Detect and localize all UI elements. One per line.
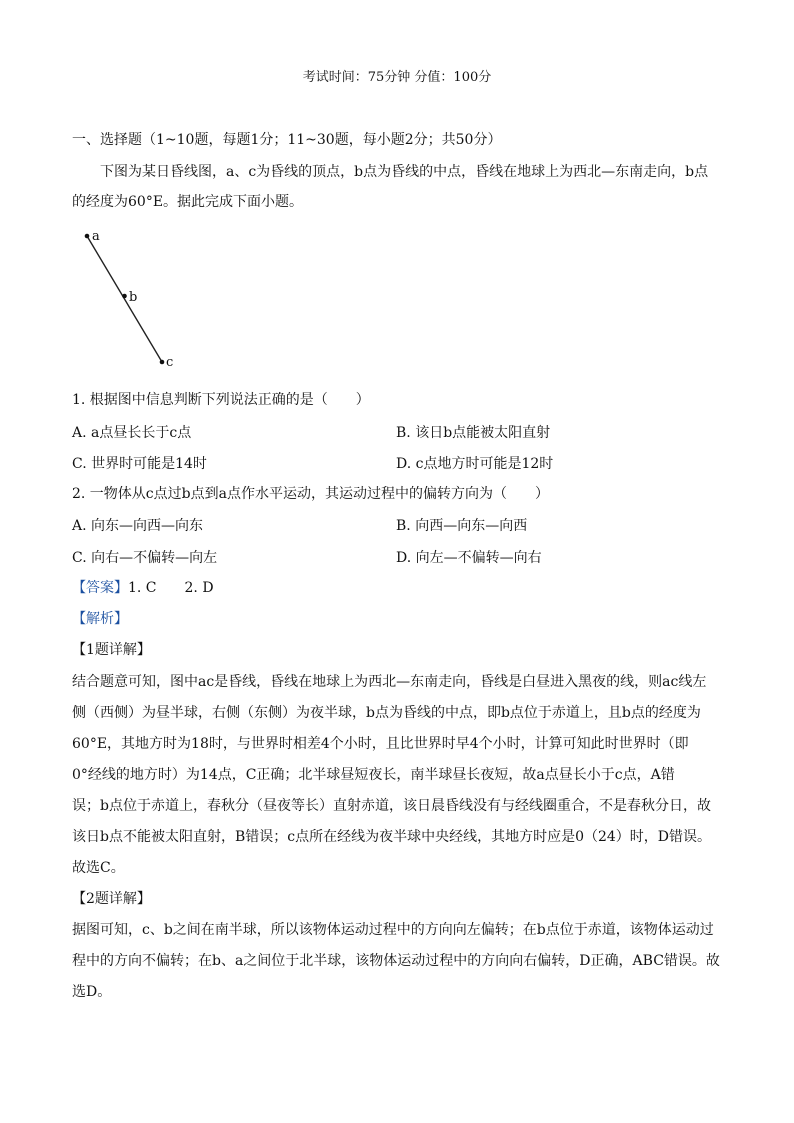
q2-option-d: D. 向左—不偏转—向右 xyxy=(396,550,542,566)
stem-line-1: 下图为某日昏线图，a、c为昏线的顶点，b点为昏线的中点，昏线在地球上为西北—东南走向，b点 xyxy=(100,164,709,180)
q2-option-a: A. 向东—向西—向东 xyxy=(72,518,204,534)
point-a-label: a xyxy=(92,229,100,244)
detail-2-line: 选D。 xyxy=(72,984,112,1000)
detail-1-line: 结合题意可知，图中ac是昏线，昏线在地球上为西北—东南走向，昏线是白昼进入黑夜的线，则ac线左 xyxy=(72,674,707,690)
q1-option-c: C. 世界时可能是14时 xyxy=(72,456,207,472)
detail-2-line: 程中的方向不偏转；在b、a之间位于北半球，该物体运动过程中的方向向右偏转，D正确，ABC错误。故 xyxy=(72,953,720,969)
terminator-line xyxy=(87,236,162,362)
q1-option-b: B. 该日b点能被太阳直射 xyxy=(396,425,551,441)
exam-info: 考试时间：75分钟 分值：100分 xyxy=(302,70,492,85)
point-c-label: c xyxy=(166,355,174,370)
detail-1-label: 【1题详解】 xyxy=(72,642,151,658)
point-b-label: b xyxy=(129,290,138,305)
point-a-dot xyxy=(85,234,90,239)
detail-2-label: 【2题详解】 xyxy=(72,891,151,907)
answer-label: 【答案】 xyxy=(72,580,128,596)
q2-option-c: C. 向右—不偏转—向左 xyxy=(72,550,218,566)
q2-option-b: B. 向西—向东—向西 xyxy=(396,518,528,534)
detail-1-line: 侧（西侧）为昼半球，右侧（东侧）为夜半球，b点为昏线的中点，即b点位于赤道上，且b点的经度为 xyxy=(72,705,701,721)
terminator-diagram xyxy=(82,226,192,372)
detail-1-line: 该日b点不能被太阳直射，B错误；c点所在经线为夜半球中央经线，其地方时应是0（24）时，D错误。 xyxy=(72,829,712,845)
detail-1-line: 60°E，其地方时为18时，与世界时相差4个小时，且比世界时早4个小时，计算可知此时世界时（即 xyxy=(72,736,689,752)
detail-2-line: 据图可知，c、b之间在南半球，所以该物体运动过程中的方向向左偏转；在b点位于赤道，该物体运动过 xyxy=(72,922,714,938)
detail-1-line: 0°经线的地方时）为14点，C正确；北半球昼短夜长，南半球昼长夜短，故a点昼长小于c点，A错 xyxy=(72,767,675,783)
analysis-label: 【解析】 xyxy=(72,611,128,627)
point-c-dot xyxy=(160,360,165,365)
q1-option-d: D. c点地方时可能是12时 xyxy=(396,456,554,472)
point-b-dot xyxy=(122,294,127,299)
section-heading: 一、选择题（1~10题，每题1分；11~30题，每小题2分；共50分） xyxy=(72,132,502,148)
detail-1-line: 误；b点位于赤道上，春秋分（昼夜等长）直射赤道，该日晨昏线没有与经线圈重合，不是春秋分日，故 xyxy=(72,798,711,814)
detail-1-line: 故选C。 xyxy=(72,860,125,876)
q1-option-a: A. a点昼长长于c点 xyxy=(72,425,192,441)
question-1: 1. 根据图中信息判断下列说法正确的是（ ） xyxy=(72,392,370,408)
stem-line-2: 的经度为60°E。据此完成下面小题。 xyxy=(72,194,304,210)
answer-row xyxy=(72,578,214,598)
question-2: 2. 一物体从c点过b点到a点作水平运动，其运动过程中的偏转方向为（ ） xyxy=(72,486,549,502)
answer-value: 1. C 2. D xyxy=(128,580,214,596)
